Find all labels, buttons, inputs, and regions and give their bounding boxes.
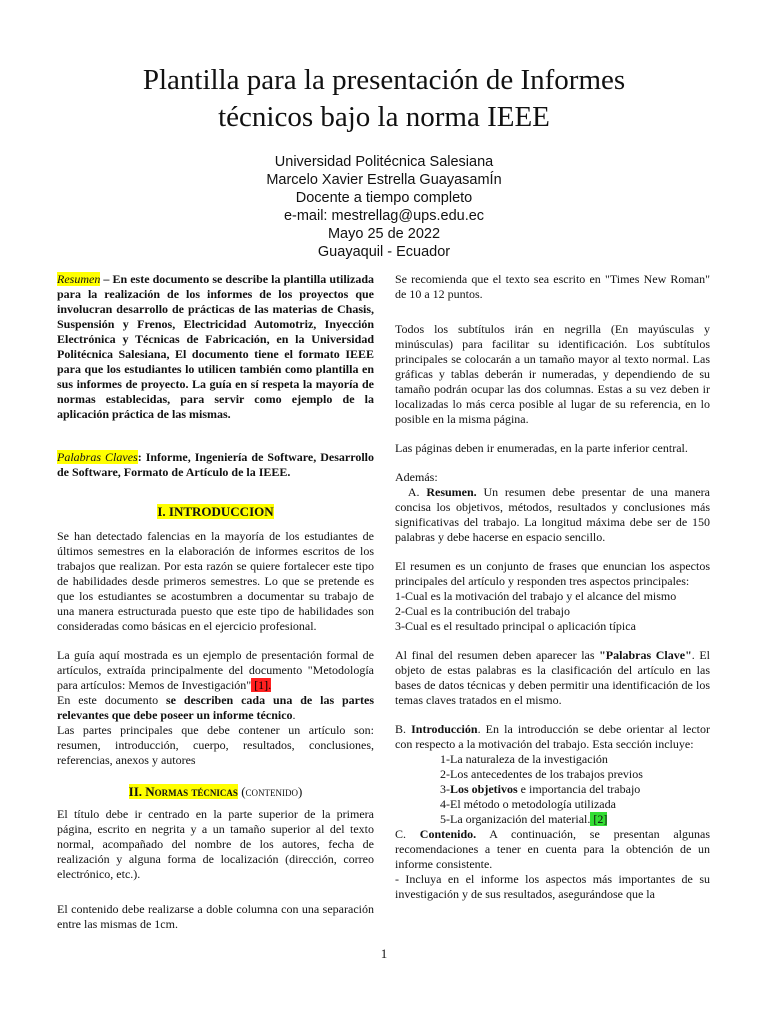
subsection-c-text: A continuación, se presentan algunas recomendaciones a tener en cuenta para la obtención de un informe consistente.: [395, 827, 710, 871]
document-title: [0, 62, 768, 136]
intro-p3-b: se describen cada una de las partes relevantes que debe poseer un informe técnico: [57, 693, 374, 722]
subsection-c-label: Contenido.: [419, 827, 477, 841]
right-paragraph-7: - Incluya en el informe los aspectos más importantes de su investigación y de sus resultados, asegurándose que la: [395, 872, 710, 901]
keywords-paragraph: [57, 450, 374, 480]
intro-p3-c: .: [292, 708, 296, 722]
list-item-5-text: 5-La organización del material.: [440, 812, 591, 826]
introduction-list: [395, 752, 710, 827]
list-item: 2-Los antecedentes de los trabajos previos: [440, 767, 643, 781]
title-line-1: Plantilla para la presentación de Informes: [142, 64, 626, 96]
abstract-text: – En este documento se describe la plantilla utilizada para la realización de los informes de los proyectos que involucran desarrollo de prácticas de las materias de Chasis, Suspensión y Frenos, Electricidad Automotriz, Inyección Electrónica y Técnicas de Fabricación, en la Universidad Politécnica Salesiana, El documento tiene el formato IEEE para que los estudiantes lo utilicen también como plantilla en sus informes de proyecto. La guía en sí respeta la mayoría de normas establecidas, para servir como ejemplo de la aplicación práctica de las mismas.: [57, 272, 374, 421]
left-column: [57, 272, 374, 932]
subsection-c: [395, 827, 710, 872]
abstract-paragraph: [57, 272, 374, 422]
right-paragraph-2: Todos los subtítulos irán en negrilla (En mayúsculas y minúsculas) para facilitar su identificación. Los subtítulos principales se colocarán a un tamaño mayor al texto normal. Las gráficas y tablas deberán ir numeradas, y dependiendo de su tamaño podrán ocupar las dos columnas. Estas a su vez deben ir localizadas lo más cerca posible al lugar de su referencia, en lo posible en la misma página.: [395, 322, 710, 426]
author-name: Marcelo Xavier Estrella GuayasamÍn: [266, 172, 502, 188]
intro-p3-a: En este documento: [57, 693, 166, 707]
title-line-2: técnicos bajo la norma IEEE: [218, 101, 550, 133]
list-item: [440, 812, 710, 827]
subsection-b: [395, 722, 710, 752]
subsection-a-text: Un resumen debe presentar de una manera concisa los objetivos, métodos, resultados y conclusiones más significativas del trabajo. La longitud máxima debe ser de 150 palabras y debe hacerse en espacio sencillo.: [395, 485, 710, 544]
reference-2: [2]: [590, 812, 608, 826]
keywords-label: Palabras Claves: [57, 450, 138, 464]
norms-paragraph-1: El título debe ir centrado en la parte superior de la primera página, escrito en negrita y a un tamaño superior al del texto normal, acompañado del nombre de los autores, fecha de realización y alguna forma de localización (dirección, correo electrónico, etc.).: [57, 807, 374, 881]
reference-1: [1].: [251, 678, 272, 692]
list-item: 1-La naturaleza de la investigación: [440, 752, 608, 766]
norms-heading-suffix: (contenido): [237, 784, 303, 799]
section-heading-introduccion: [57, 504, 374, 519]
motivation-list: [395, 589, 710, 634]
list-item: 1-Cual es la motivación del trabajo y el alcance del mismo: [395, 589, 677, 603]
right-paragraph-1: Se recomienda que el texto sea escrito en "Times New Roman" de 10 a 12 puntos.: [395, 272, 710, 301]
author-role: Docente a tiempo completo: [295, 190, 473, 206]
norms-heading-text: II. Normas técnicas: [128, 784, 238, 799]
p6-c: . El objeto de estas palabras es la clasificación del artículo en las bases de datos técnicas y deben permitir una identificación de los temas claves tratados en el mismo.: [395, 648, 711, 707]
list-item-3-b: Los objetivos: [450, 782, 518, 796]
list-item: 3-Cual es el resultado principal o aplicación típica: [395, 619, 636, 633]
p6-a: Al final del resumen deben aparecer las: [395, 648, 600, 662]
section-heading-normas: [57, 784, 374, 799]
intro-p2-text: La guía aquí mostrada es un ejemplo de presentación formal de artículos, extraída principalmente del documento "Metodología para artículos: Memos de Investigación": [57, 648, 374, 692]
author-block: [0, 153, 768, 261]
subsection-a-prefix: A.: [395, 485, 427, 499]
list-item-3-a: 3-: [440, 782, 450, 796]
intro-paragraph-4: Las partes principales que debe contener un artículo son: resumen, introducción, cuerpo, resultados, conclusiones, referencias, anexos y autores: [57, 723, 374, 767]
right-paragraph-5: El resumen es un conjunto de frases que enuncian los aspectos principales del artículo y responden tres aspectos principales:: [395, 559, 710, 588]
right-column: [395, 272, 710, 902]
subsection-b-text: . En la introducción se debe orientar al lector con respecto a la motivación del trabajo. Esta sección incluye:: [395, 722, 710, 751]
author-date: Mayo 25 de 2022: [327, 226, 441, 242]
p6-b: "Palabras Clave": [599, 648, 692, 662]
right-paragraph-3: Las páginas deben ir enumeradas, en la parte inferior central.: [395, 441, 688, 455]
list-item-3-c: e importancia del trabajo: [517, 782, 641, 796]
intro-paragraph-1: Se han detectado falencias en la mayoría de los estudiantes de últimos semestres en la elaboración de informes escritos de los trabajos que realizan. Por esta razón se quiere fortalecer este tipo de habilidades desde primeros semestres. Lo que se pretende es que los estudiantes se acostumbren a documentar su trabajo de una manera estructurada puesto que este tipo de habilidades son consideradas como básicas en el ejercicio profesional.: [57, 529, 374, 633]
abstract-label: Resumen: [57, 272, 101, 286]
intro-paragraph-3: [57, 693, 374, 723]
norms-paragraph-2: El contenido debe realizarse a doble columna con una separación entre las mismas de 1cm.: [57, 902, 374, 931]
list-item: [440, 782, 710, 797]
author-email: e-mail: mestrellag@ups.edu.ec: [283, 208, 485, 224]
page-number: 1: [380, 946, 388, 961]
author-university: Universidad Politécnica Salesiana: [274, 154, 494, 170]
list-item: 2-Cual es la contribución del trabajo: [395, 604, 570, 618]
intro-paragraph-2: [57, 648, 374, 693]
subsection-a-label: Resumen.: [426, 485, 477, 499]
subsection-b-prefix: B.: [395, 722, 412, 736]
author-location: Guayaquil - Ecuador: [317, 244, 451, 260]
right-paragraph-4: Además:: [395, 470, 438, 484]
subsection-b-label: Introducción: [411, 722, 478, 736]
subsection-c-prefix: C.: [395, 827, 420, 841]
list-item: 4-El método o metodología utilizada: [440, 797, 616, 811]
right-paragraph-6: [395, 648, 710, 708]
subsection-a: [395, 485, 710, 545]
keywords-text: : Informe, Ingeniería de Software, Desarrollo de Software, Formato de Artículo de la IEEE.: [57, 450, 374, 479]
intro-heading-text: I. INTRODUCCION: [157, 504, 274, 519]
